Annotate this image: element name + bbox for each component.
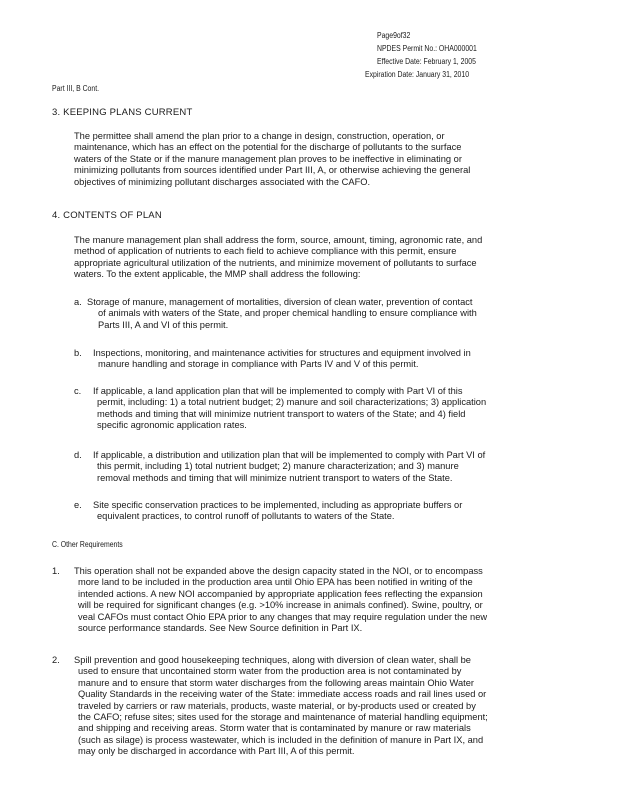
text-line: Quality Standards in the receiving water of the State: immediate access roads and rail lines used or (78, 689, 487, 700)
section-3-paragraph (74, 131, 470, 188)
text-line: and shipping and receiving areas. Storm water that is contaminated by manure or raw materials (78, 723, 471, 734)
list-item-label: d. (74, 450, 82, 460)
effective-date: Effective Date: February 1, 2005 (377, 57, 476, 66)
list-item (93, 386, 486, 432)
text-line: objectives of minimizing pollutant discharges associated with the CAFO. (74, 176, 371, 187)
text-line: will be required for significant changes (e.g. >10% increase in animals confined). Swine, poultry, or (78, 600, 483, 611)
page-number: Page9of32 (377, 31, 411, 40)
permit-number: NPDES Permit No.: OHA000001 (377, 44, 477, 53)
text-line: specific agronomic application rates. (97, 420, 247, 431)
text-line: The permittee shall amend the plan prior to a change in design, construction, operation, or (74, 131, 445, 141)
text-line: equivalent practices, to control runoff of pollutants to waters of the State. (97, 511, 395, 522)
text-line: more land to be included in the production area until Ohio EPA has been notified in writing of the (78, 577, 473, 588)
text-line: intended actions. A new NOI accompanied by appropriate application fees reflecting the expansion (78, 588, 483, 599)
text-line: Storage of manure, management of mortalities, diversion of clean water, prevention of contact (87, 297, 473, 307)
part-label: Part III, B Cont. (52, 84, 100, 93)
text-line: manure handling and storage in compliance with Parts IV and V of this permit. (98, 359, 419, 370)
list-item (93, 500, 462, 523)
text-line: waters of the State or if the manure management plan proves to be ineffective in eliminating or (74, 153, 462, 164)
text-line: Inspections, monitoring, and maintenance activities for structures and equipment involved in (93, 348, 471, 358)
text-line: may only be discharged in accordance with Part III, A of this permit. (78, 746, 355, 757)
text-line: method of application of nutrients to each field to achieve compliance with this permit, ensure (74, 246, 457, 257)
text-line: appropriate agricultural utilization of the nutrients, and minimize movement of pollutants to surface (74, 257, 477, 268)
list-item-label: 1. (52, 566, 60, 576)
text-line: permit, including: 1) a total nutrient budget; 2) manure and soil characterizations; 3) application (97, 397, 487, 408)
list-item-label: b. (74, 348, 82, 358)
text-line: veal CAFOs must contact Ohio EPA prior to any changes that may require regulation under the new (78, 611, 488, 622)
text-line: maintenance, which has an effect on the potential for the discharge of pollutants to the surface (74, 142, 462, 153)
text-line: (such as silage) is process wastewater, which is included in the definition of manure in Part IX, and (78, 734, 484, 745)
text-line: manure and to ensure that storm water discharges from the following areas maintain Ohio Water (78, 677, 474, 688)
text-line: methods and timing that will minimize nutrient transport to waters of the State; and 4) field (97, 408, 466, 419)
text-line: this permit, including 1) total nutrient budget; 2) manure characterization; and 3) manure (97, 461, 459, 472)
text-line: If applicable, a distribution and utilization plan that will be implemented to comply with Part VI of (93, 450, 486, 460)
text-line: This operation shall not be expanded above the design capacity stated in the NOI, or to encompass (74, 566, 483, 576)
text-line: source performance standards. See New Source definition in Part IX. (78, 623, 363, 634)
list-item-label: 2. (52, 655, 60, 665)
expiration-date: Expiration Date: January 31, 2010 (365, 70, 470, 79)
text-line: If applicable, a land application plan that will be implemented to comply with Part VI of this (93, 386, 463, 396)
list-item (93, 348, 471, 371)
text-line: the CAFO; refuse sites; sites used for the storage and maintenance of material handling equipment; (78, 712, 488, 723)
list-item (74, 655, 488, 758)
list-item-label: c. (74, 386, 82, 396)
section-4-paragraph (74, 235, 482, 281)
text-line: traveled by carriers or raw materials, products, waste material, or by-products used or created by (78, 700, 476, 711)
list-item (93, 450, 485, 484)
section-c-heading: C. Other Requirements (52, 540, 123, 549)
text-line: waters. To the extent applicable, the MMP shall address the following: (74, 269, 361, 280)
text-line: Site specific conservation practices to be implemented, including as appropriate buffers or (93, 500, 463, 510)
text-line: minimizing pollutants from sources identified under Part III, A, or otherwise achieving the general (74, 165, 471, 176)
text-line: used to ensure that uncontained storm water from the production area is not contaminated by (78, 666, 462, 677)
text-line: Parts III, A and VI of this permit. (98, 319, 229, 330)
list-item (74, 566, 487, 634)
text-line: of animals with waters of the State, and proper chemical handling to ensure compliance with (98, 308, 477, 319)
text-line: The manure management plan shall address the form, source, amount, timing, agronomic rate, and (74, 235, 483, 245)
list-item-label: e. (74, 500, 82, 510)
list-item (87, 297, 477, 331)
section-3-heading: 3. KEEPING PLANS CURRENT (52, 107, 193, 118)
section-4-heading: 4. CONTENTS OF PLAN (52, 210, 162, 221)
text-line: removal methods and timing that will minimize nutrient transport to waters of the State. (97, 472, 453, 483)
list-item-label: a. (74, 297, 82, 307)
text-line: Spill prevention and good housekeeping techniques, along with diversion of clean water, shall be (74, 655, 471, 665)
